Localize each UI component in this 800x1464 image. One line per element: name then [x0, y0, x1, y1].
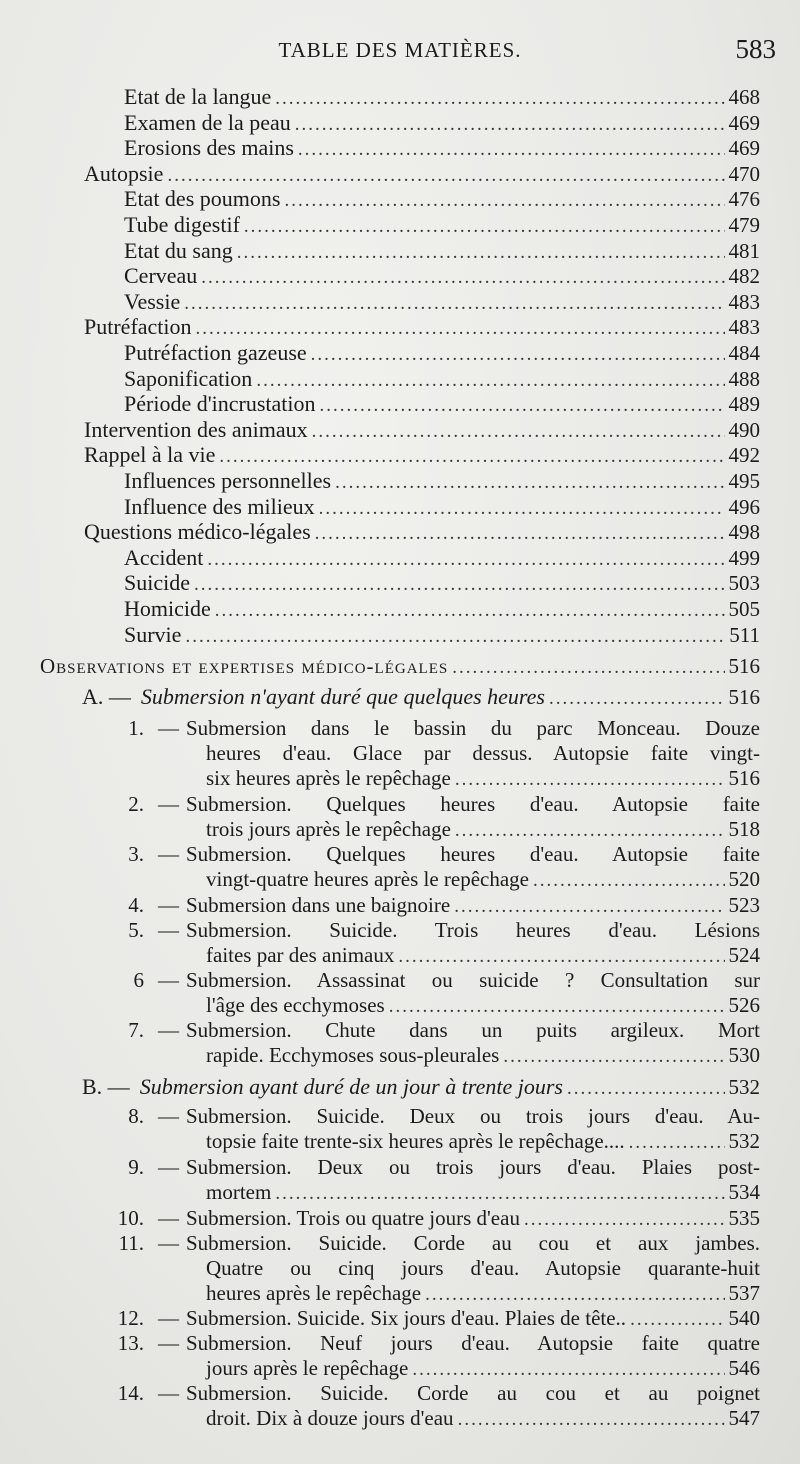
entry-text: Submersion. Quelques heures d'eau. Autopsie faite [186, 842, 760, 866]
toc-entry-label: Influences personnelles [124, 468, 332, 493]
entry-text: topsie faite trente-six heures après le repêchage.... [206, 1129, 625, 1153]
leader-dots [455, 769, 725, 791]
entry-text: Submersion. Chute dans un puits argileux. Mort [186, 1018, 760, 1042]
section-a-prefix: A. — [82, 684, 131, 709]
observation-entry [96, 1331, 760, 1381]
leader-dots [549, 688, 725, 710]
entry-text: l'âge des ecchymoses [206, 993, 385, 1017]
observation-entry [96, 1231, 760, 1306]
entry-number: 1. [128, 716, 144, 740]
entry-text: Submersion. Trois ou quatre jours d'eau [186, 1206, 520, 1230]
toc-entry-label: Putréfaction gazeuse [124, 340, 307, 365]
toc-entry-page: 483 [728, 290, 760, 314]
toc-entry [84, 161, 760, 187]
toc-entry [124, 289, 760, 315]
section-a-heading [82, 684, 760, 710]
toc-entry-page: 495 [728, 469, 760, 493]
entry-dash: — [158, 1306, 179, 1330]
observation-entry [96, 1018, 760, 1068]
entry-text: Submersion. Suicide. Corde au cou et au poignet [186, 1381, 760, 1405]
page-number: 583 [735, 34, 776, 64]
observations-page: 516 [728, 654, 760, 678]
leader-dots [454, 896, 724, 918]
leader-dots [319, 498, 725, 520]
toc-entry-page: 482 [728, 264, 760, 288]
entry-text: Submersion. Neuf jours d'eau. Autopsie faite quatre [186, 1331, 760, 1355]
leader-dots [398, 946, 724, 968]
entry-dash: — [158, 1381, 179, 1405]
entry-number: 14. [117, 1381, 144, 1405]
leader-dots [533, 870, 725, 892]
toc-entry-page: 503 [728, 571, 760, 595]
toc-entry-page: 469 [728, 111, 760, 135]
entry-dash: — [158, 893, 179, 917]
toc-entry-page: 505 [728, 597, 760, 621]
leader-dots [244, 216, 725, 238]
toc-entry-label: Intervention des animaux [84, 417, 308, 442]
entry-last-line [206, 1406, 760, 1431]
page-header [0, 36, 800, 66]
entry-last-line [186, 1206, 760, 1231]
toc-entry-label: Survie [124, 622, 182, 647]
entry-text: heures d'eau. Glace par dessus. Autopsie faite vingt- [206, 741, 760, 765]
toc-entry-label: Etat du sang [124, 238, 233, 263]
toc-entry-page: 483 [728, 315, 760, 339]
leader-dots [567, 1078, 725, 1100]
entry-text: vingt-quatre heures après le repêchage [206, 867, 529, 891]
observations-heading [40, 654, 760, 679]
leader-dots [455, 820, 725, 842]
leader-dots [335, 472, 724, 494]
entry-dash: — [158, 716, 179, 740]
entry-dash: — [158, 1331, 179, 1355]
toc-entry-label: Accident [124, 545, 204, 570]
entry-dash: — [158, 1231, 179, 1255]
leader-dots [629, 1132, 725, 1154]
entry-text: Submersion. Suicide. Trois heures d'eau. Lésions [186, 918, 760, 942]
toc-entry [84, 417, 760, 443]
entry-page: 537 [728, 1281, 760, 1305]
leader-dots [275, 88, 724, 110]
entry-text: mortem [206, 1180, 272, 1204]
entry-page: 530 [728, 1043, 760, 1067]
toc-entry [124, 186, 760, 212]
entry-number: 13. [117, 1331, 144, 1355]
leader-dots [389, 996, 725, 1018]
toc-entry [124, 468, 760, 494]
toc-entry-label: Etat des poumons [124, 186, 281, 211]
entry-last-line [206, 1356, 760, 1381]
entry-text: faites par des animaux [206, 943, 395, 967]
toc-entry [124, 263, 760, 289]
toc-entry [84, 314, 760, 340]
leader-dots [185, 626, 725, 648]
entry-page: 516 [728, 766, 760, 790]
entry-page: 540 [728, 1306, 760, 1330]
section-a-page: 516 [728, 685, 760, 709]
leader-dots [237, 242, 725, 264]
entry-last-line [206, 943, 760, 968]
entry-text: Submersion. Suicide. Six jours d'eau. Plaies de tête.. [186, 1306, 627, 1330]
entry-text: Submersion. Suicide. Corde au cou et aux jambes. [186, 1231, 760, 1255]
toc-entry-page: 468 [728, 85, 760, 109]
leader-dots [284, 190, 724, 212]
leader-dots [215, 600, 725, 622]
toc-entry-page: 481 [728, 239, 760, 263]
toc-entry-page: 488 [728, 367, 760, 391]
entry-page: 523 [728, 893, 760, 917]
toc-entry-label: Influence des milieux [124, 494, 315, 519]
entry-number: 6 [133, 968, 144, 992]
toc-entry [124, 340, 760, 366]
leader-dots [311, 344, 725, 366]
observations-label: Observations et expertises médico-légales [40, 654, 449, 678]
toc-entry [124, 212, 760, 238]
entry-dash: — [158, 968, 179, 992]
entry-last-line [206, 867, 760, 892]
observation-entry [96, 1381, 760, 1431]
leader-dots [412, 1359, 724, 1381]
entry-last-line [206, 993, 760, 1018]
entry-last-line [206, 1129, 760, 1154]
entry-text: Submersion dans une baignoire [186, 893, 451, 917]
leader-dots [275, 1183, 724, 1205]
leader-dots [452, 657, 724, 679]
entry-number: 11. [118, 1231, 144, 1255]
leader-dots [256, 370, 724, 392]
entry-number: 12. [117, 1306, 144, 1330]
entry-page: 518 [728, 817, 760, 841]
entry-number: 10. [117, 1206, 144, 1230]
leader-dots [320, 395, 725, 417]
entry-page: 535 [728, 1206, 760, 1230]
observation-entry [96, 1206, 760, 1231]
entry-text: heures après le repêchage [206, 1281, 422, 1305]
leader-dots [425, 1284, 724, 1306]
leader-dots [524, 1209, 725, 1231]
observation-entry [96, 1155, 760, 1205]
entry-number: 2. [128, 792, 144, 816]
entry-last-line [186, 1306, 760, 1331]
leader-dots [167, 165, 724, 187]
entry-number: 4. [128, 893, 144, 917]
leader-dots [295, 114, 725, 136]
entry-text: Submersion. Deux ou trois jours d'eau. Plaies post- [186, 1155, 760, 1179]
toc-entry-page: 469 [728, 136, 760, 160]
leader-dots [201, 267, 724, 289]
toc-entry-label: Putréfaction [84, 314, 192, 339]
toc-entry-label: Tube digestif [124, 212, 240, 237]
entry-last-line [206, 817, 760, 842]
toc-entry-page: 479 [728, 213, 760, 237]
entry-page: 520 [728, 867, 760, 891]
toc-entry [84, 442, 760, 468]
entry-text: jours après le repêchage [206, 1356, 409, 1380]
toc-entry [124, 110, 760, 136]
toc-entry-page: 470 [728, 162, 760, 186]
toc-entry [124, 391, 760, 417]
toc-entry-label: Période d'incrustation [124, 391, 316, 416]
entry-page: 532 [728, 1129, 760, 1153]
toc-entry [124, 545, 760, 571]
entry-number: 9. [128, 1155, 144, 1179]
observation-entry [96, 1306, 760, 1331]
leader-dots [194, 574, 725, 596]
toc-entry [124, 135, 760, 161]
toc-entry-label: Etat de la langue [124, 84, 272, 109]
observation-entry [96, 968, 760, 1018]
entry-page: 524 [728, 943, 760, 967]
toc-entry [124, 84, 760, 110]
observation-entry [96, 842, 760, 892]
toc-entry [124, 494, 760, 520]
toc-entry-label: Homicide [124, 596, 211, 621]
toc-entry-label: Autopsie [84, 161, 164, 186]
toc-entry [124, 366, 760, 392]
toc-entry-label: Questions médico-légales [84, 519, 311, 544]
toc-entry-label: Rappel à la vie [84, 442, 216, 467]
leader-dots [207, 549, 724, 571]
entry-dash: — [158, 792, 179, 816]
entry-number: 5. [128, 918, 144, 942]
section-b-page: 532 [728, 1075, 760, 1099]
section-b-heading [82, 1074, 760, 1100]
entry-page: 547 [728, 1406, 760, 1430]
entry-page: 546 [728, 1356, 760, 1380]
entry-text: Submersion. Suicide. Deux ou trois jours d'eau. Au- [186, 1104, 760, 1128]
toc-entry-page: 499 [728, 546, 760, 570]
section-a-label: Submersion n'ayant duré que quelques heures [140, 684, 545, 709]
observation-entry [96, 893, 760, 918]
entry-text: Submersion. Quelques heures d'eau. Autopsie faite [186, 792, 760, 816]
leader-dots [298, 139, 725, 161]
toc-entry [124, 238, 760, 264]
entry-dash: — [158, 842, 179, 866]
entry-number: 3. [128, 842, 144, 866]
toc-entry-page: 492 [728, 443, 760, 467]
toc-entry [124, 596, 760, 622]
entry-dash: — [158, 1018, 179, 1042]
toc-entry [124, 570, 760, 596]
toc-entry-label: Erosions des mains [124, 135, 294, 160]
toc-entry-page: 511 [729, 623, 760, 647]
section-b-prefix: B. — [82, 1074, 130, 1099]
entry-last-line [206, 1043, 760, 1068]
toc-entry-page: 496 [728, 495, 760, 519]
entry-dash: — [158, 1206, 179, 1230]
toc-entry-label: Examen de la peau [124, 110, 291, 135]
leader-dots [630, 1309, 724, 1331]
toc-entry-page: 484 [728, 341, 760, 365]
toc-entry [84, 519, 760, 545]
entry-text: rapide. Ecchymoses sous-pleurales [206, 1043, 500, 1067]
toc-entry-label: Suicide [124, 570, 190, 595]
entry-text: six heures après le repêchage [206, 766, 451, 790]
leader-dots [312, 421, 725, 443]
section-b-label: Submersion ayant duré de un jour à trente jours [139, 1074, 563, 1099]
entry-text: droit. Dix à douze jours d'eau [206, 1406, 454, 1430]
leader-dots [315, 523, 725, 545]
toc-entry-label: Cerveau [124, 263, 198, 288]
toc-entry [124, 622, 760, 648]
leader-dots [219, 446, 724, 468]
leader-dots [503, 1046, 724, 1068]
entry-last-line [206, 766, 760, 791]
entry-text: trois jours après le repêchage [206, 817, 451, 841]
toc-entry-label: Vessie [124, 289, 181, 314]
running-title: TABLE DES MATIÈRES. [278, 38, 522, 62]
entry-page: 534 [728, 1180, 760, 1204]
entry-last-line [206, 1180, 760, 1205]
entry-last-line [206, 1281, 760, 1306]
entry-number: 7. [128, 1018, 144, 1042]
leader-dots [196, 318, 725, 340]
entry-dash: — [158, 918, 179, 942]
toc-entry-label: Saponification [124, 366, 253, 391]
observation-entry [96, 716, 760, 791]
observation-entry [96, 1104, 760, 1154]
entry-text: Submersion. Assassinat ou suicide ? Consultation sur [186, 968, 760, 992]
toc-entry-page: 489 [728, 392, 760, 416]
entry-last-line [186, 893, 760, 918]
leader-dots [184, 293, 724, 315]
observation-entry [96, 792, 760, 842]
entry-text: Submersion dans le bassin du parc Monceau. Douze [186, 716, 760, 740]
toc-entry-page: 498 [728, 520, 760, 544]
entry-dash: — [158, 1104, 179, 1128]
toc-entry-page: 476 [728, 187, 760, 211]
entry-dash: — [158, 1155, 179, 1179]
observation-entry [96, 918, 760, 968]
toc-entry-page: 490 [728, 418, 760, 442]
entry-text: Quatre ou cinq jours d'eau. Autopsie quarante-huit [206, 1256, 760, 1280]
entry-number: 8. [128, 1104, 144, 1128]
leader-dots [458, 1409, 725, 1431]
entry-page: 526 [728, 993, 760, 1017]
